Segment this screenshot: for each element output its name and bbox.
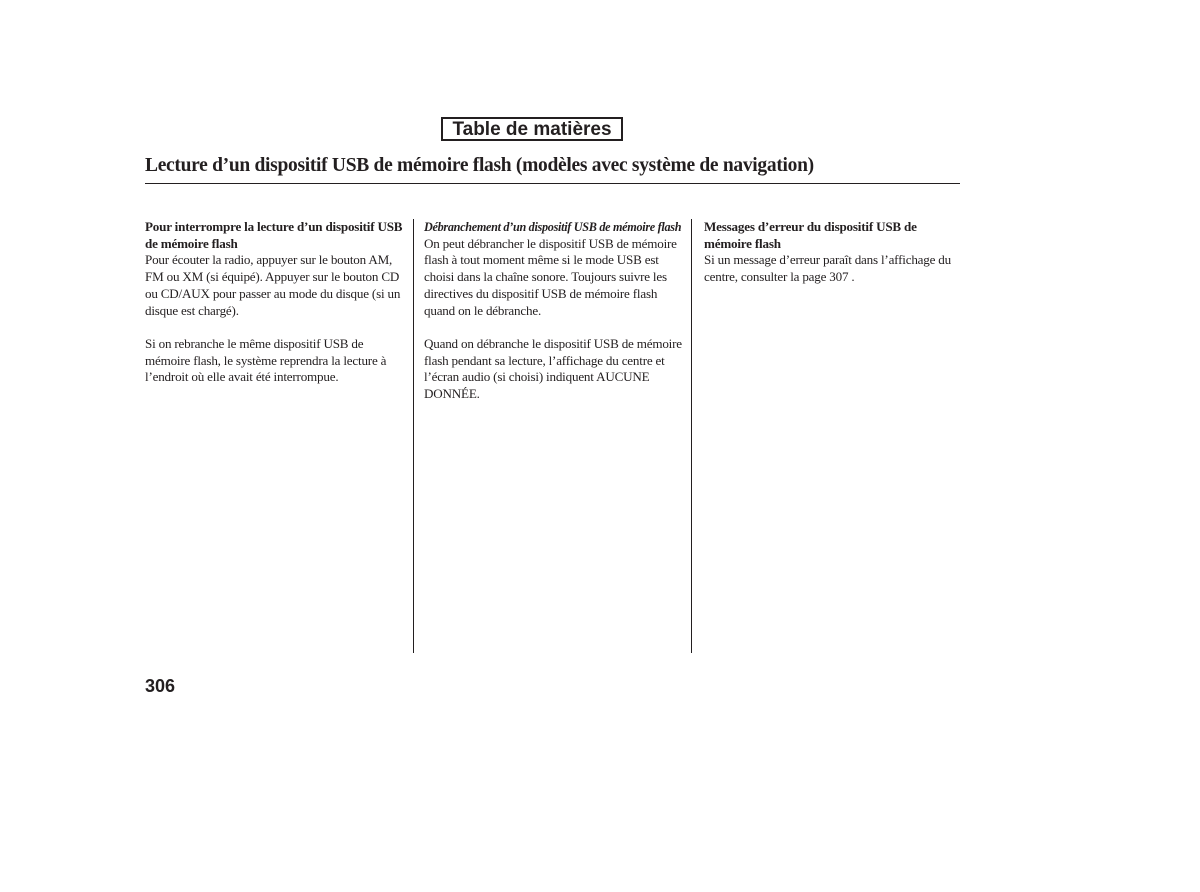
title-rule (145, 183, 960, 184)
paragraph: Si un message d’erreur paraît dans l’affichage du centre, consulter la page 307 . (704, 252, 952, 285)
paragraph: Pour écouter la radio, appuyer sur le bouton AM, FM ou XM (si équipé). Appuyer sur le bouton CD ou CD/AUX pour passer au mode du disque (si un disque est chargé). (145, 252, 401, 318)
column-divider (691, 219, 692, 653)
section-heading: Débranchement d’un dispositif USB de mémoire flash (424, 220, 682, 234)
page-title: Lecture d’un dispositif USB de mémoire flash (modèles avec système de navigation) (145, 155, 814, 176)
column-error-messages (704, 219, 966, 286)
column-divider (413, 219, 414, 653)
column-interrupt-playback (145, 219, 403, 386)
paragraph: Quand on débranche le dispositif USB de mémoire flash pendant sa lecture, l’affichage du centre et l’écran audio (si choisi) indiquent AUCUNE DONNÉE. (424, 335, 682, 402)
paragraph: Si on rebranche le même dispositif USB de mémoire flash, le système reprendra la lecture à l’endroit où elle avait été interrompue. (145, 335, 387, 385)
page-number: 306 (145, 676, 176, 696)
paragraph: On peut débrancher le dispositif USB de mémoire flash à tout moment même si le mode USB est choisi dans la chaîne sonore. Toujours suivre les directives du dispositif USB de mémoire flash quand on le débranche. (424, 235, 677, 318)
section-heading: Messages d’erreur du dispositif USB de mémoire flash (704, 219, 917, 251)
column-disconnecting (424, 219, 686, 403)
section-heading: Pour interrompre la lecture d’un dispositif USB de mémoire flash (145, 219, 403, 251)
table-of-contents-button[interactable]: Table de matières (441, 117, 623, 141)
